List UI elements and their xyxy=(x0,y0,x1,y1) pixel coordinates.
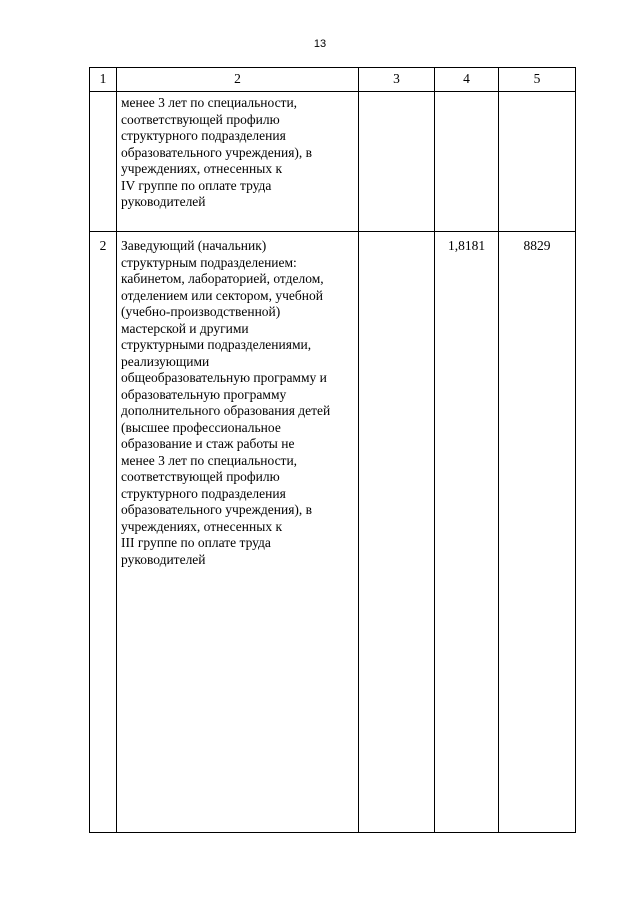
table-header-row xyxy=(90,68,576,92)
position-description-cell xyxy=(117,232,359,833)
salary-cell xyxy=(499,92,576,232)
description-line: IV группе по оплате труда xyxy=(121,177,272,193)
description-line: соответствующей профилю xyxy=(121,469,280,484)
description-line: образовательного учреждения), в xyxy=(121,144,313,160)
description-line: общеобразовательную программу и xyxy=(121,370,327,385)
description-line: (высшее профессиональное xyxy=(121,419,281,435)
description-line: реализующими xyxy=(121,353,210,369)
description-line: дополнительного образования детей xyxy=(121,403,331,418)
salary-cell: 8829 xyxy=(499,232,576,833)
description-line: образование и стаж работы не xyxy=(121,436,295,451)
description-line: кабинетом, лабораторией, отделом, xyxy=(121,271,324,286)
description-line: учреждениях, отнесенных к xyxy=(121,518,283,534)
description-line: руководителей xyxy=(121,551,206,567)
coefficient-cell: 1,8181 xyxy=(435,232,499,833)
description-line: структурного подразделения xyxy=(121,128,286,143)
description-line: структурным подразделением: xyxy=(121,254,297,270)
table-row xyxy=(90,92,576,232)
header-cell-2: 2 xyxy=(117,68,359,92)
header-cell-4: 4 xyxy=(435,68,499,92)
salary-table xyxy=(89,67,576,833)
header-cell-3: 3 xyxy=(359,68,435,92)
row-number-cell xyxy=(90,92,117,232)
position-description-cell xyxy=(117,92,359,232)
description-line: структурного подразделения xyxy=(121,485,286,501)
description-line: образовательную программу xyxy=(121,386,287,402)
page-number: 13 xyxy=(313,38,327,50)
description-line: менее 3 лет по специальности, xyxy=(121,452,298,468)
table-row xyxy=(90,232,576,833)
description-line: (учебно-производственной) xyxy=(121,304,281,319)
description-line: мастерской и другими xyxy=(121,320,249,336)
description-line: структурными подразделениями, xyxy=(121,337,312,352)
description-line: руководителей xyxy=(121,194,206,209)
description-line: Заведующий (начальник) xyxy=(121,238,267,253)
description-line: III группе по оплате труда xyxy=(121,535,271,550)
description-line: менее 3 лет по специальности, xyxy=(121,95,298,110)
header-cell-1: 1 xyxy=(90,68,117,92)
description-line: отделением или сектором, учебной xyxy=(121,287,323,303)
description-line: образовательного учреждения), в xyxy=(121,502,313,517)
description-line: учреждениях, отнесенных к xyxy=(121,161,283,176)
column-3-cell xyxy=(359,232,435,833)
row-number-cell: 2 xyxy=(90,232,117,833)
coefficient-cell xyxy=(435,92,499,232)
column-3-cell xyxy=(359,92,435,232)
description-line: соответствующей профилю xyxy=(121,111,280,127)
header-cell-5: 5 xyxy=(499,68,576,92)
